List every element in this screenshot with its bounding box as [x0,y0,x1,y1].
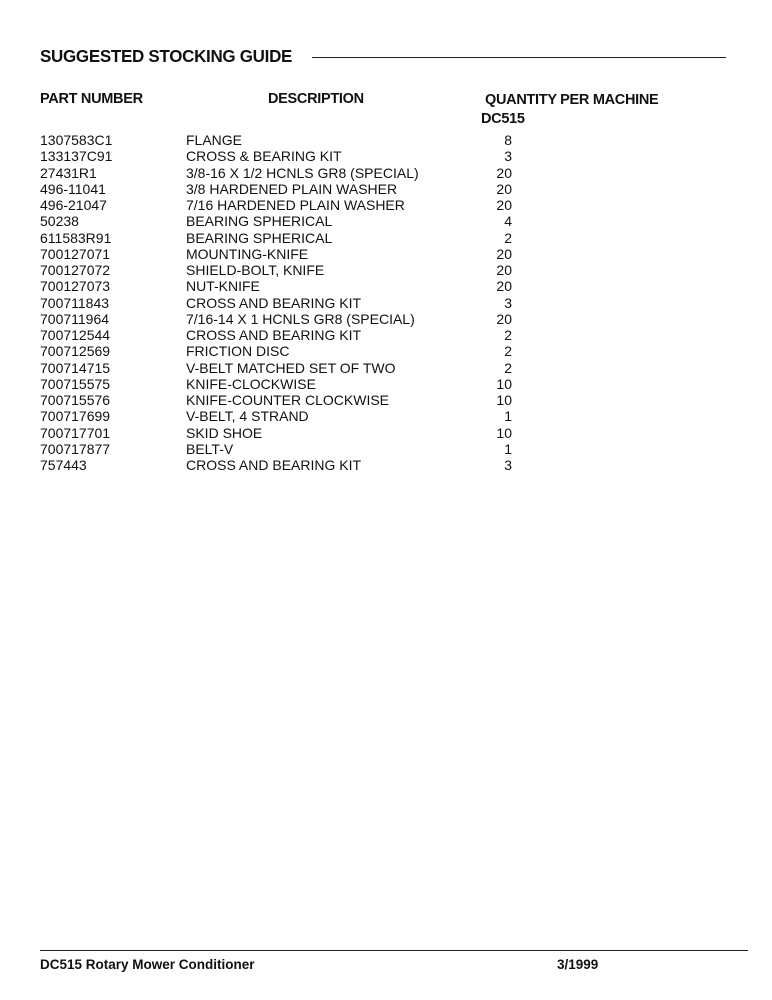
table-row [40,392,520,408]
part-number: 700712544 [40,327,111,343]
description: BEARING SPHERICAL [186,229,333,246]
table-row [40,132,520,148]
title-row [40,44,726,68]
part-number: 700711843 [40,294,110,311]
part-number: 700717877 [40,440,111,457]
table-row [40,295,520,311]
quantity: 3 [504,457,512,473]
description: KNIFE-CLOCKWISE [186,375,316,392]
quantity: 20 [496,310,512,327]
table-row [40,278,520,294]
part-number: 1307583C1 [40,132,113,148]
description: SHIELD-BOLT, KNIFE [186,262,325,278]
quantity: 3 [504,148,512,165]
part-number: 700712569 [40,343,111,360]
table-row [40,457,520,473]
title-divider [312,57,726,58]
description: NUT-KNIFE [186,278,260,295]
description: 3/8 HARDENED PLAIN WASHER [186,180,398,197]
table-row [40,148,520,164]
quantity: 8 [504,132,512,148]
description: CROSS AND BEARING KIT [186,327,362,343]
column-header-description: DESCRIPTION [268,91,364,107]
quantity: 20 [496,197,512,213]
table-row [40,343,520,359]
table-row [40,165,520,181]
quantity: 20 [496,245,512,262]
description: FRICTION DISC [186,343,290,360]
column-header-quantity: QUANTITY PER MACHINE [485,92,659,108]
stocking-table [40,132,520,473]
table-row [40,230,520,246]
quantity: 1 [504,440,512,457]
table-row [40,376,520,392]
part-number: 700715576 [40,392,111,408]
description: CROSS AND BEARING KIT [186,457,362,473]
description: 7/16-14 X 1 HCNLS GR8 (SPECIAL) [186,310,415,327]
table-row [40,213,520,229]
part-number: 700711964 [40,310,110,327]
table-row [40,441,520,457]
description: SKID SHOE [186,424,263,441]
quantity: 20 [496,180,512,197]
quantity: 4 [504,213,512,230]
quantity: 10 [496,424,512,441]
table-row [40,311,520,327]
page-title: SUGGESTED STOCKING GUIDE [40,45,293,66]
description: CROSS AND BEARING KIT [186,294,362,311]
quantity: 2 [504,359,512,376]
description: V-BELT MATCHED SET OF TWO [186,359,396,376]
part-number: 700717701 [40,424,111,441]
quantity: 10 [496,375,512,392]
part-number: 700127073 [40,278,111,295]
quantity: 3 [504,294,512,311]
quantity: 2 [504,229,512,246]
quantity: 10 [496,392,512,408]
table-row [40,262,520,278]
part-number: 700127072 [40,262,111,278]
description: CROSS & BEARING KIT [186,148,342,165]
part-number: 27431R1 [40,164,97,181]
part-number: 700717699 [40,408,111,425]
table-row [40,425,520,441]
part-number: 700714715 [40,359,111,376]
description: MOUNTING-KNIFE [186,245,309,262]
description: 7/16 HARDENED PLAIN WASHER [186,197,405,213]
part-number: 757443 [40,457,87,473]
description: BEARING SPHERICAL [186,213,333,230]
quantity: 20 [496,278,512,295]
column-header-model: DC515 [481,111,525,127]
table-row [40,246,520,262]
description: 3/8-16 X 1/2 HCNLS GR8 (SPECIAL) [186,164,419,181]
table-row [40,327,520,343]
quantity: 1 [504,408,512,425]
description: KNIFE-COUNTER CLOCKWISE [186,392,390,408]
footer-product-name: DC515 Rotary Mower Conditioner [40,957,255,972]
part-number: 133137C91 [40,148,113,165]
description: V-BELT, 4 STRAND [186,408,309,425]
description: FLANGE [186,132,243,148]
footer-divider [40,950,748,951]
part-number: 50238 [40,213,79,230]
quantity: 20 [496,164,512,181]
table-row [40,181,520,197]
quantity: 2 [504,343,512,360]
table-row [40,197,520,213]
quantity: 2 [504,327,512,343]
table-row [40,408,520,424]
part-number: 700715575 [40,375,111,392]
column-header-part-number: PART NUMBER [40,91,143,107]
part-number: 700127071 [40,245,111,262]
footer-date: 3/1999 [557,957,599,972]
part-number: 611583R91 [40,229,112,246]
quantity: 20 [496,262,512,278]
part-number: 496-21047 [40,197,107,213]
part-number: 496-11041 [40,180,106,197]
description: BELT-V [186,440,234,457]
table-row [40,360,520,376]
